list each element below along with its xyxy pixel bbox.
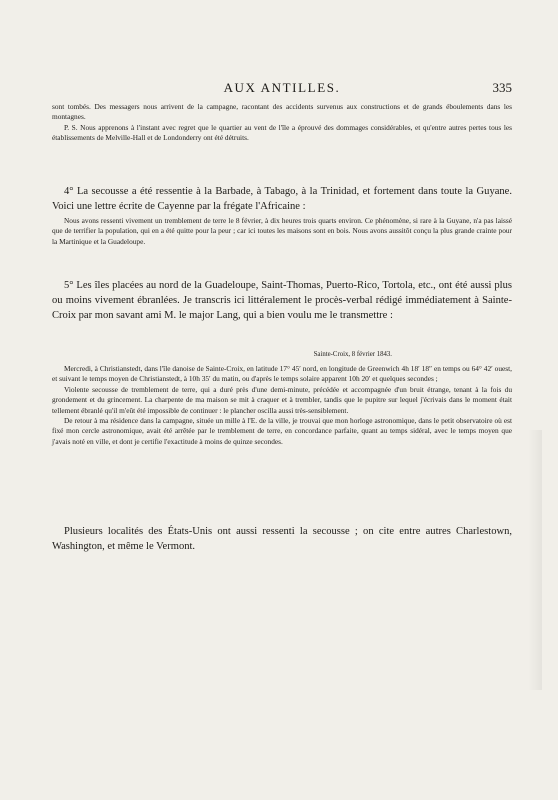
report-paragraph-1: Mercredi, à Christianstedt, dans l'île danoise de Sainte-Croix, en latitude 17° 45′ nord, en longitude de Greenwich 4h 18′ 18″ en temps ou 64° 42′ ouest, et suivant le temps moyen de Christianstedt, à 10h 35′ du matin, ou d'après le temps solaire apparent 10h 20′ et quelques secondes ; (52, 364, 512, 384)
section-5 (52, 278, 512, 324)
report-paragraph-2: Violente secousse de tremblement de terre, qui a duré près d'une demi-minute, précédée et accompagnée d'un bruit étrange, tenant à la fois du grondement et du grincement. La charpente de ma maison se mit à craquer et à trembler, tandis que le pupitre sur lequel j'écrivais dans le moment était tellement ébranlé qu'il m'eût été impossible de continuer : le plancher oscilla aussi très-sensiblement. (52, 384, 512, 415)
section-4-paragraph: 4° La secousse a été ressentie à la Barbade, à Tabago, à la Trinidad, et fortement dans toute la Guyane. Voici une lettre écrite de Cayenne par la frégate l'Africaine : (52, 186, 512, 213)
paragraph: sont tombés. Des messagers nous arrivent de la campagne, racontant des accidents survenus aux constructions et de grands éboulements dans les montagnes. (52, 102, 512, 122)
cayenne-letter-text: Nous avons ressenti vivement un tremblement de terre le 8 février, à dix heures trois quarts environ. Ce phénomène, si rare à la Guyane, n'a pas laissé que de terrifier la population, qui en a été quitte pour la peur ; car ici toutes les maisons sont en bois. Nous avons aussitôt conçu la plus grande crainte pour la Martinique et la Guadeloupe. (52, 216, 512, 246)
running-head (52, 80, 512, 98)
united-states-paragraph: Plusieurs localités des États-Unis ont aussi ressenti la secousse ; on cite entre autres Charlestown, Washington, et même le Vermont. (52, 526, 512, 553)
page-number: 335 (492, 80, 512, 95)
running-head-title: AUX ANTILLES. (223, 80, 341, 95)
page-shadow (528, 430, 542, 690)
section-4 (52, 184, 512, 214)
section-5-paragraph: 5° Les îles placées au nord de la Guadeloupe, Saint-Thomas, Puerto-Rico, Tortola, etc., ont été aussi plus ou moins vivement ébranlées. Je transcris ici littéralement le procès-verbal rédigé immédiatement à Sainte-Croix par mon savant ami M. le major Lang, qui a bien voulu me le transmettre : (52, 280, 512, 322)
report-paragraph-3: De retour à ma résidence dans la campagne, située un mille à l'E. de la ville, je trouvai que mon horloge astronomique, dans le petit observatoire où est fixé mon cercle astronomique, avait été arrêtée par le tremblement de terre, en concordance parfaite, quant au temps sidéral, avec le temps moyen que j'avais noté en ville, et dont je certifie l'exactitude à moins de quinze secondes. (52, 416, 512, 446)
closing-paragraph (52, 524, 512, 554)
cayenne-letter (52, 216, 512, 247)
dateline: Sainte-Croix, 8 février 1843. (313, 351, 392, 358)
paragraph-continuation (52, 102, 512, 144)
postscript-paragraph: P. S. Nous apprenons à l'instant avec regret que le quartier au vent de l'île a éprouvé des dommages considérables, et qu'entre autres pertes tous les établissements de Melville-Hall et de Londonderry ont été détruits. (52, 122, 512, 143)
sainte-croix-report (52, 350, 512, 447)
